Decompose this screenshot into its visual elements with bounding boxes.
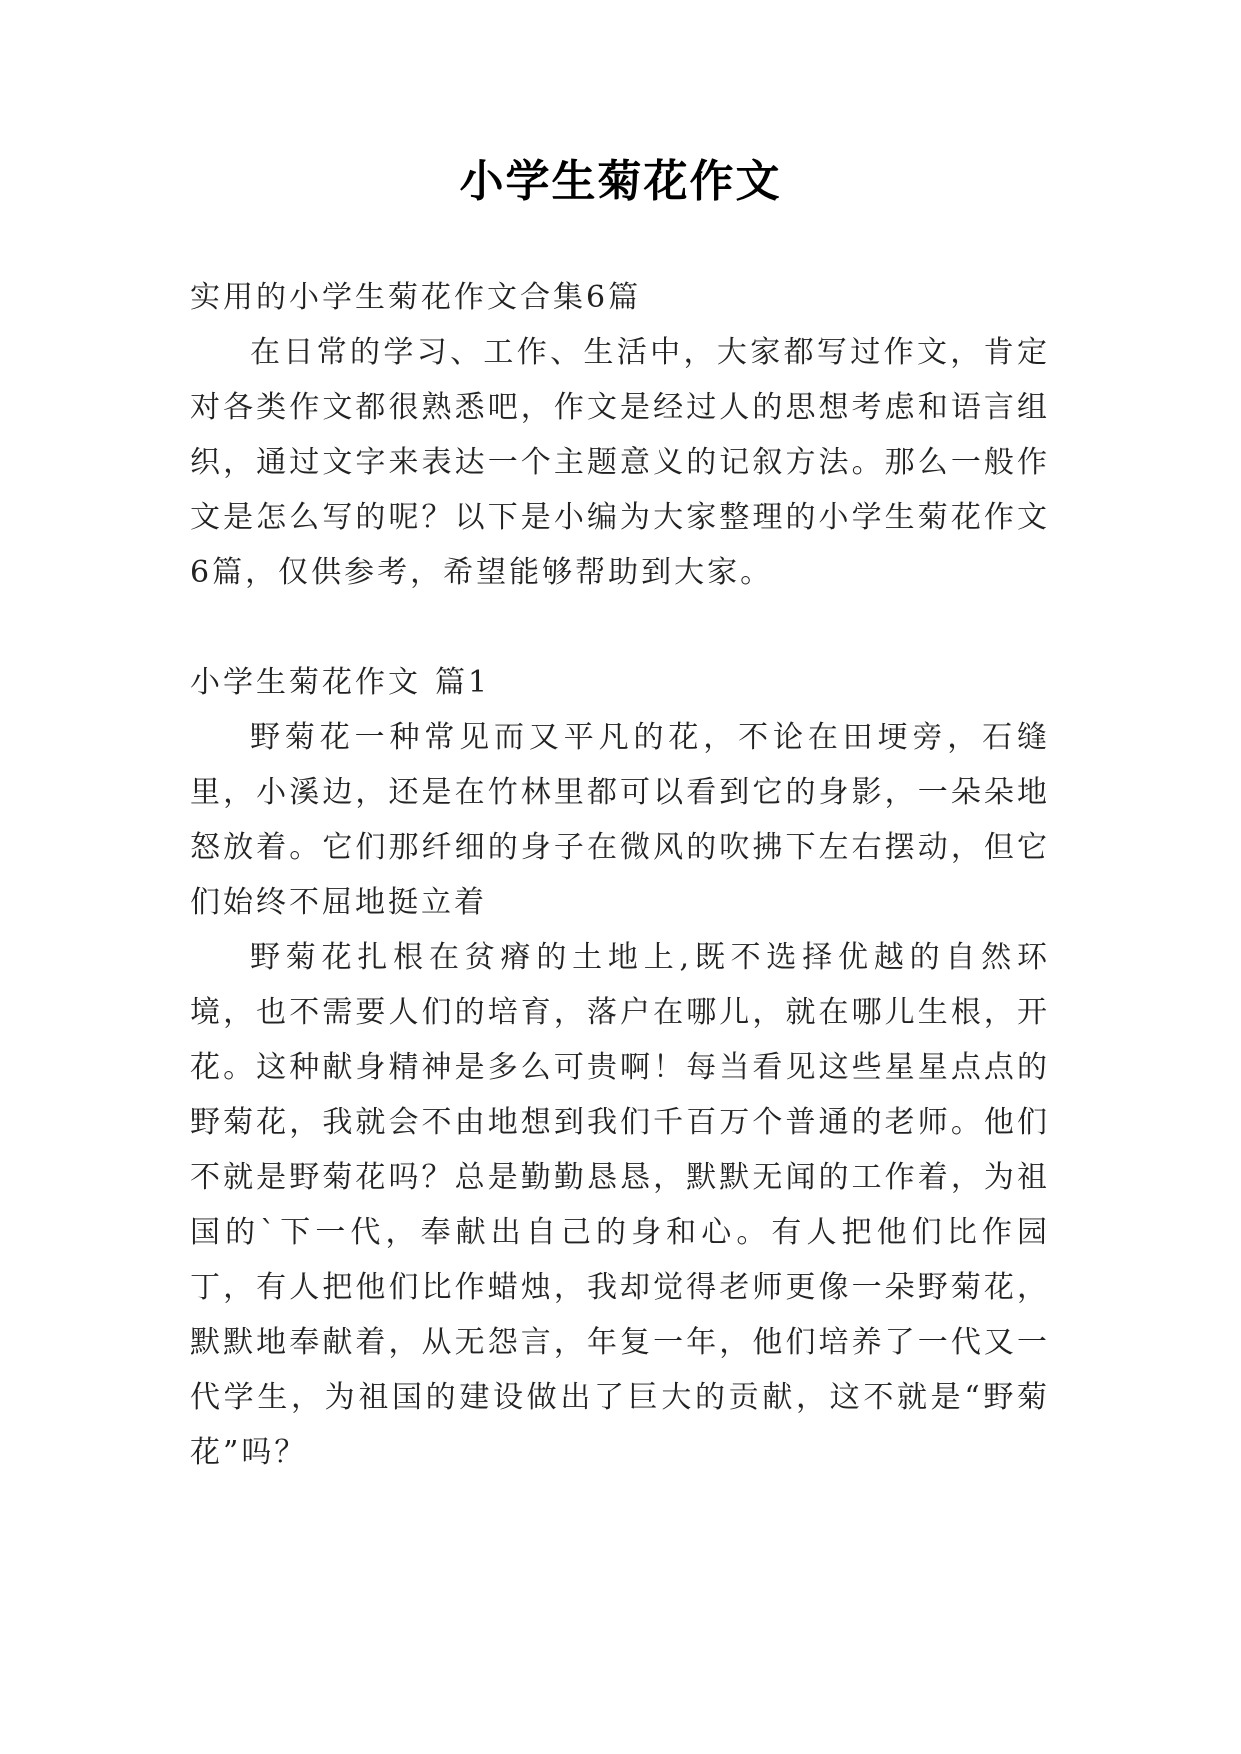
document-title: 小学生菊花作文 [459, 156, 782, 207]
section-heading-main: 小学生菊花作文 [190, 665, 421, 700]
document-body [190, 270, 1050, 1480]
body-paragraph-1: 野菊花一种常见而又平凡的花，不论在田埂旁，石缝里，小溪边，还是在竹林里都可以看到它的身影，一朵朵地怒放着。它们那纤细的身子在微风的吹拂下左右摆动，但它们始终不屈地挺立着 [190, 720, 1050, 920]
intro-paragraph: 在日常的学习、工作、生活中，大家都写过作文，肯定对各类作文都很熟悉吧，作文是经过人的思想考虑和语言组织，通过文字来表达一个主题意义的记叙方法。那么一般作文是怎么写的呢？以下是小编为大家整理的小学生菊花作文6篇，仅供参考，希望能够帮助到大家。 [190, 335, 1050, 590]
section-heading-part: 篇1 [435, 665, 491, 700]
section-heading [190, 655, 1050, 710]
body-paragraph-2: 野菊花扎根在贫瘠的土地上,既不选择优越的自然环境，也不需要人们的培育，落户在哪儿，就在哪儿生根，开花。这种献身精神是多么可贵啊！每当看见这些星星点点的野菊花，我就会不由地想到我们千百万个普通的老师。他们不就是野菊花吗？总是勤勤恳恳，默默无闻的工作着，为祖国的`下一代，奉献出自己的身和心。有人把他们比作园丁，有人把他们比作蜡烛，我却觉得老师更像一朵野菊花，默默地奉献着，从无怨言，年复一年，他们培养了一代又一代学生，为祖国的建设做出了巨大的贡献，这不就是“野菊花”吗？ [190, 940, 1050, 1470]
document-subtitle: 实用的小学生菊花作文合集6篇 [190, 280, 642, 315]
